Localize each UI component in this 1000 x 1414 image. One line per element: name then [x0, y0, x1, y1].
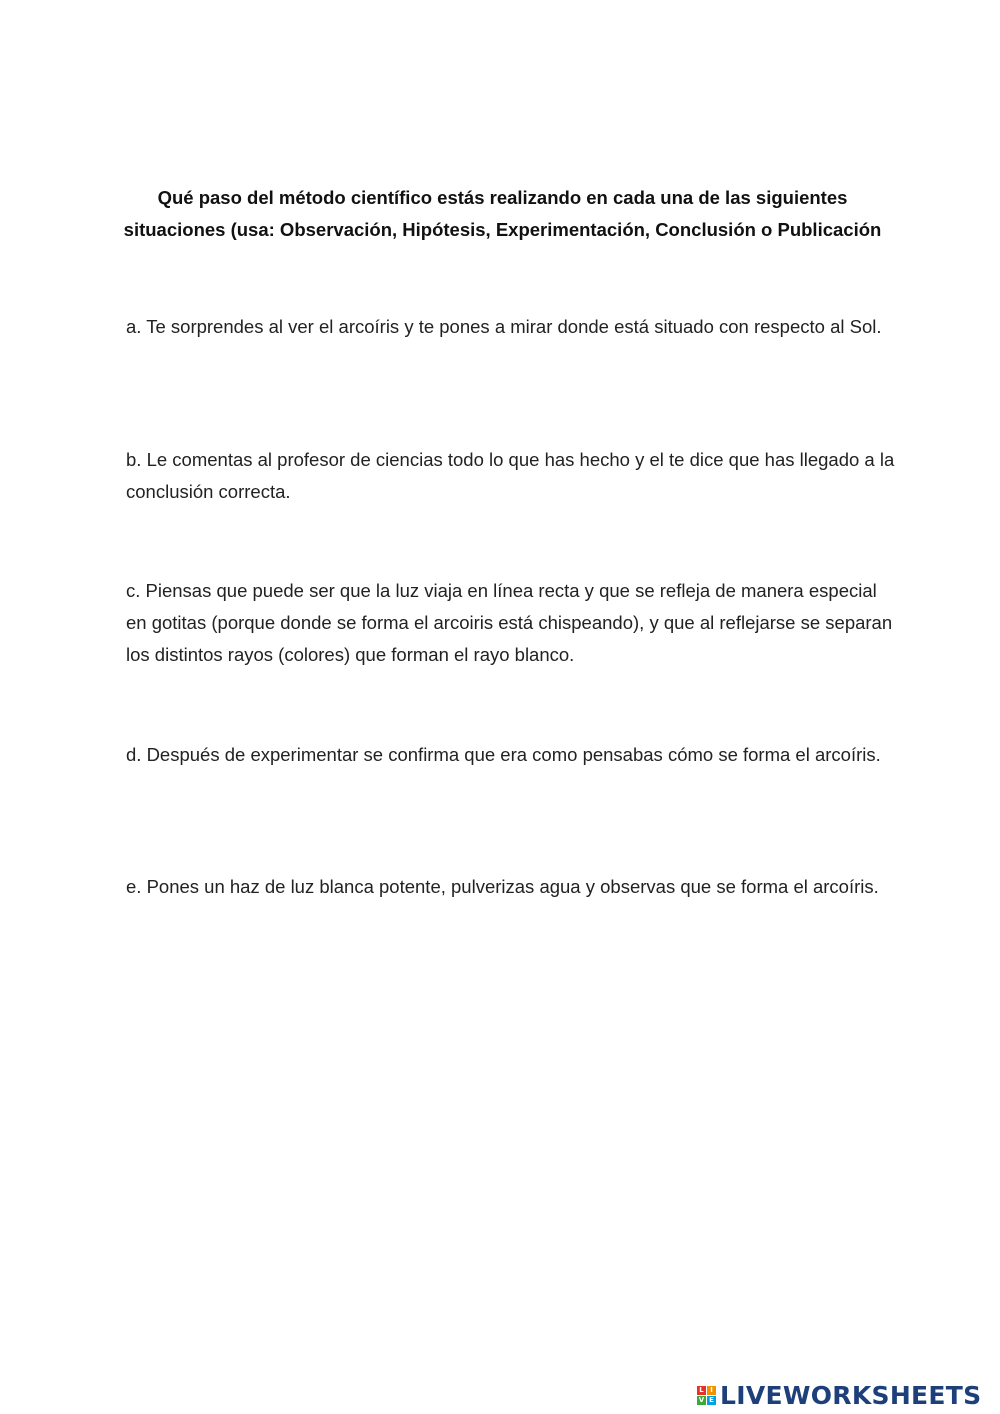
liveworksheets-watermark	[697, 1379, 981, 1411]
question-item-e: e. Pones un haz de luz blanca potente, pulverizas agua y observas que se forma el arcoíris.	[126, 876, 879, 897]
logo-square-v: V	[698, 1395, 705, 1404]
page-title: Qué paso del método científico estás realizando en cada una de las siguientes situaciones (usa: Observación, Hipótesis, Experimentación, Conclusión o Publicación	[123, 187, 882, 240]
question-item-c: c. Piensas que puede ser que la luz viaja en línea recta y que se refleja de manera especial en gotitas (porque donde se forma el arcoiris está chispeando), y que al reflejarse se separan los distintos rayos (colores) que forman el rayo blanco.	[126, 580, 893, 665]
question-item-a: a. Te sorprendes al ver el arcoíris y te pones a mirar donde está situado con respecto al Sol.	[126, 316, 882, 337]
logo-square-e: E	[707, 1396, 716, 1405]
liveworksheets-logo-icon	[697, 1386, 716, 1405]
watermark-text: LIVEWORKSHEETS	[720, 1380, 982, 1410]
question-item-d: d. Después de experimentar se confirma que era como pensabas cómo se forma el arcoíris.	[126, 744, 881, 765]
logo-square-i: I	[707, 1386, 716, 1395]
question-item-b: b. Le comentas al profesor de ciencias todo lo que has hecho y el te dice que has llegado a la conclusión correcta.	[126, 449, 895, 502]
logo-square-l: L	[697, 1386, 706, 1395]
